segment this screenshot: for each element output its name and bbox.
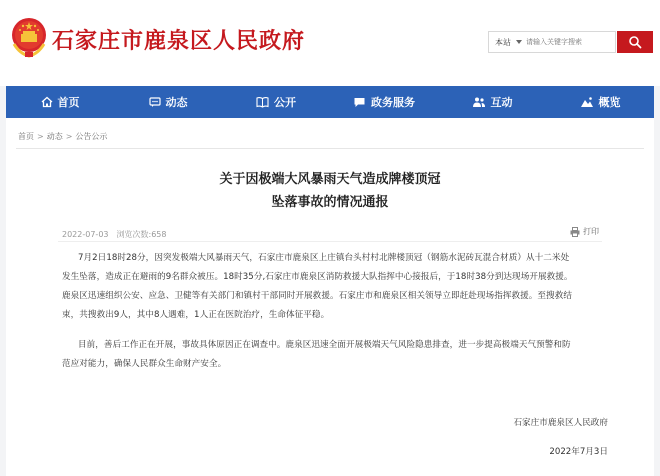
nav-label: 公开 — [274, 96, 296, 109]
article-title-line-1: 关于因极端大风暴雨天气造成牌楼顶冠 — [219, 172, 441, 187]
meta-divider — [58, 241, 602, 242]
article-title-line-2: 坠落事故的情况通报 — [271, 195, 389, 210]
speech-bubble-icon — [353, 96, 366, 108]
search-scope-select[interactable]: 本站 — [495, 37, 511, 47]
nav-label: 政务服务 — [371, 96, 415, 109]
nav-label: 概览 — [598, 96, 621, 109]
search-icon — [628, 35, 642, 49]
signature-org: 石家庄市鹿泉区人民政府 — [513, 418, 608, 428]
nav-item-overview[interactable] — [546, 86, 654, 118]
publish-date: 2022-07-03 — [62, 230, 109, 239]
nav-label: 互动 — [490, 96, 513, 109]
article-meta — [62, 229, 166, 240]
nav-item-public[interactable] — [222, 86, 330, 118]
book-icon — [256, 96, 269, 108]
nav-item-news[interactable] — [114, 86, 222, 118]
breadcrumb-home[interactable]: 首页 — [18, 132, 34, 141]
paragraph-1-line-4: 束，共搜救出9人，其中8人遇难，1人正在医院治疗，生命体征平稳。 — [62, 310, 330, 320]
nav-item-interact[interactable] — [438, 86, 546, 118]
national-emblem-icon — [10, 16, 48, 58]
chevron-down-icon[interactable] — [516, 40, 522, 44]
print-label: 打印 — [583, 227, 599, 236]
print-button[interactable] — [570, 226, 599, 237]
nav-item-home[interactable] — [6, 86, 114, 118]
paragraph-2-line-2: 范应对能力，确保人民群众生命财产安全。 — [62, 359, 227, 369]
nav-item-services[interactable] — [330, 86, 438, 118]
breadcrumb-news[interactable]: 动态 — [46, 132, 63, 141]
paragraph-1-line-2: 发生坠落，造成正在避雨的9名群众被压。18时35分,石家庄市鹿泉区消防救援大队指挥中心接报后，于18时38分到达现场开展救援。 — [62, 272, 573, 282]
landscape-icon — [580, 96, 594, 108]
search-input[interactable] — [526, 38, 602, 46]
view-count: 浏览次数:658 — [116, 230, 167, 239]
search-box — [488, 31, 616, 53]
article-panel — [6, 118, 654, 476]
printer-icon — [570, 227, 580, 237]
chat-icon — [149, 96, 161, 108]
breadcrumb: 首页 > 动态 > 公告公示 — [18, 132, 108, 141]
signature-date: 2022年7月3日 — [549, 447, 608, 457]
breadcrumb-notices[interactable]: 公告公示 — [75, 132, 108, 141]
paragraph-1-line-3: 鹿泉区迅速组织公安、应急、卫健等有关部门和镇村干部同时开展救援。石家庄市和鹿泉区相关领导立即赶赴现场指挥救援。至搜救结 — [62, 291, 572, 301]
paragraph-1-line-1: 7月2日18时28分，因突发极端大风暴雨天气，石家庄市鹿泉区上庄镇台头村村北牌楼顶冠（钢筋水泥砖瓦混合材质）从十二米处 — [78, 253, 570, 263]
people-icon — [472, 96, 486, 108]
paragraph-2-line-1: 目前，善后工作正在开展，事故具体原因正在调查中。鹿泉区迅速全面开展极端天气风险隐患排查，进一步提高极端天气预警和防 — [78, 340, 571, 350]
site-header — [0, 0, 660, 86]
home-icon — [41, 96, 53, 108]
main-nav — [6, 86, 654, 118]
nav-label: 动态 — [165, 96, 188, 109]
nav-label: 首页 — [57, 96, 80, 109]
site-title[interactable]: 石家庄市鹿泉区人民政府 — [52, 29, 306, 54]
search-button[interactable] — [617, 31, 653, 53]
divider — [16, 148, 644, 149]
